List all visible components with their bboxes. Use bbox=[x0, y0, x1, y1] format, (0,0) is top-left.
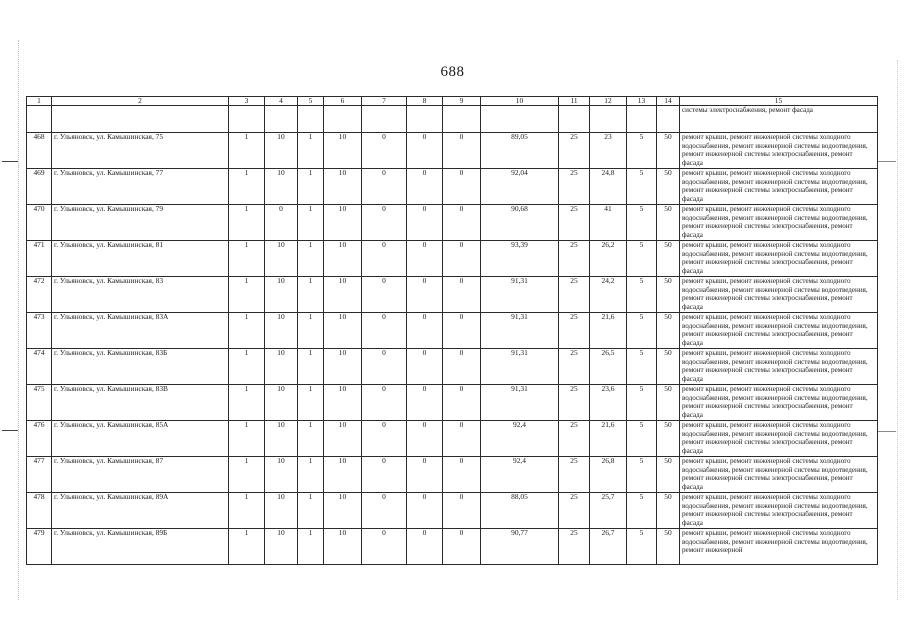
address-cell: г. Ульяновск, ул. Камышинская, 87 bbox=[52, 457, 229, 493]
value-cell: 0 bbox=[443, 241, 481, 277]
value-cell: 1 bbox=[229, 529, 265, 565]
value-cell: 0 bbox=[407, 205, 443, 241]
value-cell: 50 bbox=[657, 277, 680, 313]
value-cell: 0 bbox=[443, 313, 481, 349]
column-header: 14 bbox=[657, 97, 680, 106]
value-cell: 0 bbox=[443, 457, 481, 493]
value-cell: 10 bbox=[265, 529, 298, 565]
table-row bbox=[27, 241, 878, 277]
row-number: 468 bbox=[27, 133, 52, 169]
work-description-cell: ремонт крыши, ремонт инженерной системы холодного водоснабжения, ремонт инженерной системы водоотведения, ремонт инженерной системы электроснабжения, ремонт фасада bbox=[680, 349, 878, 385]
column-header: 7 bbox=[362, 97, 407, 106]
value-cell: 50 bbox=[657, 313, 680, 349]
value-cell: 10 bbox=[265, 385, 298, 421]
value-cell: 1 bbox=[298, 349, 324, 385]
column-header: 2 bbox=[52, 97, 229, 106]
value-cell: 1 bbox=[229, 277, 265, 313]
value-cell: 5 bbox=[627, 133, 657, 169]
value-cell: 50 bbox=[657, 205, 680, 241]
column-header: 8 bbox=[407, 97, 443, 106]
value-cell: 26,2 bbox=[590, 241, 627, 277]
value-cell: 5 bbox=[627, 457, 657, 493]
row-number: 476 bbox=[27, 421, 52, 457]
value-cell: 1 bbox=[229, 133, 265, 169]
row-number: 473 bbox=[27, 313, 52, 349]
scan-mark bbox=[2, 430, 18, 431]
value-cell: 0 bbox=[362, 277, 407, 313]
value-cell: 10 bbox=[265, 421, 298, 457]
value-cell: 10 bbox=[265, 457, 298, 493]
row-number: 472 bbox=[27, 277, 52, 313]
value-cell: 1 bbox=[229, 313, 265, 349]
value-cell: 50 bbox=[657, 133, 680, 169]
value-cell: 1 bbox=[298, 385, 324, 421]
value-cell: 92,04 bbox=[481, 169, 559, 205]
value-cell: 25 bbox=[559, 313, 590, 349]
value-cell: 0 bbox=[362, 241, 407, 277]
value-cell: 5 bbox=[627, 205, 657, 241]
value-cell: 25 bbox=[559, 493, 590, 529]
table-row bbox=[27, 313, 878, 349]
table-row bbox=[27, 385, 878, 421]
work-description-cell: ремонт крыши, ремонт инженерной системы холодного водоснабжения, ремонт инженерной системы водоотведения, ремонт инженерной системы электроснабжения, ремонт фасада bbox=[680, 457, 878, 493]
value-cell: 1 bbox=[298, 277, 324, 313]
value-cell: 21,6 bbox=[590, 313, 627, 349]
value-cell: 25,7 bbox=[590, 493, 627, 529]
value-cell: 26,7 bbox=[590, 529, 627, 565]
value-cell: 92,4 bbox=[481, 421, 559, 457]
value-cell: 25 bbox=[559, 205, 590, 241]
value-cell: 10 bbox=[265, 277, 298, 313]
value-cell: 0 bbox=[362, 457, 407, 493]
value-cell: 0 bbox=[362, 205, 407, 241]
value-cell: 10 bbox=[324, 169, 362, 205]
page-number: 688 bbox=[440, 64, 465, 80]
value-cell: 1 bbox=[229, 385, 265, 421]
value-cell: 21,6 bbox=[590, 421, 627, 457]
address-cell: г. Ульяновск, ул. Камышинская, 89Б bbox=[52, 529, 229, 565]
column-header: 9 bbox=[443, 97, 481, 106]
value-cell: 0 bbox=[407, 133, 443, 169]
value-cell: 10 bbox=[265, 493, 298, 529]
value-cell: 24,2 bbox=[590, 277, 627, 313]
value-cell: 0 bbox=[443, 385, 481, 421]
value-cell: 1 bbox=[229, 493, 265, 529]
value-cell: 0 bbox=[407, 457, 443, 493]
value-cell: 0 bbox=[443, 493, 481, 529]
value-cell: 1 bbox=[229, 349, 265, 385]
value-cell: 90,68 bbox=[481, 205, 559, 241]
address-cell: г. Ульяновск, ул. Камышинская, 85А bbox=[52, 421, 229, 457]
value-cell: 1 bbox=[298, 493, 324, 529]
value-cell: 10 bbox=[265, 133, 298, 169]
column-header: 10 bbox=[481, 97, 559, 106]
value-cell: 1 bbox=[298, 241, 324, 277]
column-header: 11 bbox=[559, 97, 590, 106]
column-header: 1 bbox=[27, 97, 52, 106]
value-cell: 1 bbox=[298, 133, 324, 169]
continuation-text: системы электроснабжения, ремонт фасада bbox=[680, 106, 878, 133]
value-cell: 26,8 bbox=[590, 457, 627, 493]
table-row bbox=[27, 277, 878, 313]
value-cell: 0 bbox=[407, 529, 443, 565]
value-cell: 26,5 bbox=[590, 349, 627, 385]
value-cell: 25 bbox=[559, 421, 590, 457]
row-number: 474 bbox=[27, 349, 52, 385]
value-cell: 5 bbox=[627, 349, 657, 385]
value-cell: 0 bbox=[362, 349, 407, 385]
value-cell: 10 bbox=[324, 493, 362, 529]
value-cell: 1 bbox=[298, 313, 324, 349]
value-cell: 89,05 bbox=[481, 133, 559, 169]
work-description-cell: ремонт крыши, ремонт инженерной системы холодного водоснабжения, ремонт инженерной системы водоотведения, ремонт инженерной системы электроснабжения, ремонт фасада bbox=[680, 169, 878, 205]
value-cell: 0 bbox=[265, 205, 298, 241]
value-cell: 5 bbox=[627, 421, 657, 457]
work-description-cell: ремонт крыши, ремонт инженерной системы холодного водоснабжения, ремонт инженерной системы водоотведения, ремонт инженерной bbox=[680, 529, 878, 565]
value-cell: 0 bbox=[407, 313, 443, 349]
repair-program-table bbox=[26, 96, 878, 565]
value-cell: 0 bbox=[407, 241, 443, 277]
value-cell: 23 bbox=[590, 133, 627, 169]
value-cell: 0 bbox=[443, 349, 481, 385]
value-cell: 50 bbox=[657, 457, 680, 493]
value-cell: 10 bbox=[324, 529, 362, 565]
value-cell: 10 bbox=[324, 349, 362, 385]
value-cell: 93,39 bbox=[481, 241, 559, 277]
value-cell: 91,31 bbox=[481, 385, 559, 421]
value-cell: 0 bbox=[362, 133, 407, 169]
value-cell: 25 bbox=[559, 385, 590, 421]
value-cell: 50 bbox=[657, 241, 680, 277]
value-cell: 50 bbox=[657, 529, 680, 565]
value-cell: 0 bbox=[443, 133, 481, 169]
column-header: 3 bbox=[229, 97, 265, 106]
value-cell: 1 bbox=[229, 421, 265, 457]
value-cell: 50 bbox=[657, 349, 680, 385]
value-cell: 0 bbox=[407, 493, 443, 529]
value-cell: 25 bbox=[559, 529, 590, 565]
value-cell: 0 bbox=[362, 313, 407, 349]
value-cell: 5 bbox=[627, 241, 657, 277]
value-cell: 5 bbox=[627, 385, 657, 421]
value-cell: 1 bbox=[229, 169, 265, 205]
column-header: 4 bbox=[265, 97, 298, 106]
value-cell: 0 bbox=[407, 277, 443, 313]
value-cell: 1 bbox=[229, 205, 265, 241]
column-header: 13 bbox=[627, 97, 657, 106]
value-cell: 50 bbox=[657, 493, 680, 529]
value-cell: 0 bbox=[362, 529, 407, 565]
value-cell: 1 bbox=[298, 529, 324, 565]
value-cell: 1 bbox=[229, 457, 265, 493]
value-cell: 5 bbox=[627, 277, 657, 313]
value-cell: 0 bbox=[362, 169, 407, 205]
value-cell: 25 bbox=[559, 241, 590, 277]
value-cell: 10 bbox=[265, 169, 298, 205]
row-number: 469 bbox=[27, 169, 52, 205]
address-cell: г. Ульяновск, ул. Камышинская, 83В bbox=[52, 385, 229, 421]
work-description-cell: ремонт крыши, ремонт инженерной системы холодного водоснабжения, ремонт инженерной системы водоотведения, ремонт инженерной системы электроснабжения, ремонт фасада bbox=[680, 493, 878, 529]
value-cell: 0 bbox=[362, 385, 407, 421]
value-cell: 25 bbox=[559, 349, 590, 385]
table-row bbox=[27, 349, 878, 385]
value-cell: 10 bbox=[324, 313, 362, 349]
address-cell: г. Ульяновск, ул. Камышинская, 83Б bbox=[52, 349, 229, 385]
value-cell: 10 bbox=[265, 313, 298, 349]
table-row bbox=[27, 205, 878, 241]
value-cell: 10 bbox=[324, 421, 362, 457]
value-cell: 1 bbox=[298, 457, 324, 493]
address-cell: г. Ульяновск, ул. Камышинская, 75 bbox=[52, 133, 229, 169]
work-description-cell: ремонт крыши, ремонт инженерной системы холодного водоснабжения, ремонт инженерной системы водоотведения, ремонт инженерной системы электроснабжения, ремонт фасада bbox=[680, 421, 878, 457]
value-cell: 50 bbox=[657, 385, 680, 421]
row-number: 477 bbox=[27, 457, 52, 493]
value-cell: 10 bbox=[324, 385, 362, 421]
value-cell: 10 bbox=[324, 205, 362, 241]
continuation-row bbox=[27, 106, 878, 133]
row-number: 471 bbox=[27, 241, 52, 277]
value-cell: 92,4 bbox=[481, 457, 559, 493]
value-cell: 1 bbox=[298, 169, 324, 205]
work-description-cell: ремонт крыши, ремонт инженерной системы холодного водоснабжения, ремонт инженерной системы водоотведения, ремонт инженерной системы электроснабжения, ремонт фасада bbox=[680, 133, 878, 169]
table-row bbox=[27, 133, 878, 169]
value-cell: 5 bbox=[627, 169, 657, 205]
value-cell: 0 bbox=[443, 205, 481, 241]
value-cell: 10 bbox=[265, 241, 298, 277]
address-cell: г. Ульяновск, ул. Камышинская, 77 bbox=[52, 169, 229, 205]
row-number: 478 bbox=[27, 493, 52, 529]
value-cell: 1 bbox=[298, 421, 324, 457]
value-cell: 91,31 bbox=[481, 349, 559, 385]
column-header: 6 bbox=[324, 97, 362, 106]
value-cell: 10 bbox=[324, 277, 362, 313]
column-header: 5 bbox=[298, 97, 324, 106]
value-cell: 1 bbox=[298, 205, 324, 241]
scan-edge-right bbox=[897, 60, 898, 600]
work-description-cell: ремонт крыши, ремонт инженерной системы холодного водоснабжения, ремонт инженерной системы водоотведения, ремонт инженерной системы электроснабжения, ремонт фасада bbox=[680, 385, 878, 421]
column-number-header bbox=[27, 97, 878, 106]
work-description-cell: ремонт крыши, ремонт инженерной системы холодного водоснабжения, ремонт инженерной системы водоотведения, ремонт инженерной системы электроснабжения, ремонт фасада bbox=[680, 277, 878, 313]
address-cell: г. Ульяновск, ул. Камышинская, 83А bbox=[52, 313, 229, 349]
address-cell: г. Ульяновск, ул. Камышинская, 79 bbox=[52, 205, 229, 241]
work-description-cell: ремонт крыши, ремонт инженерной системы холодного водоснабжения, ремонт инженерной системы водоотведения, ремонт инженерной системы электроснабжения, ремонт фасада bbox=[680, 205, 878, 241]
value-cell: 50 bbox=[657, 421, 680, 457]
value-cell: 25 bbox=[559, 457, 590, 493]
value-cell: 90,77 bbox=[481, 529, 559, 565]
row-number: 470 bbox=[27, 205, 52, 241]
scan-mark bbox=[878, 161, 896, 162]
value-cell: 50 bbox=[657, 169, 680, 205]
table-row bbox=[27, 457, 878, 493]
scan-mark bbox=[878, 431, 896, 432]
value-cell: 0 bbox=[362, 421, 407, 457]
address-cell: г. Ульяновск, ул. Камышинская, 81 bbox=[52, 241, 229, 277]
value-cell: 91,31 bbox=[481, 277, 559, 313]
table-row bbox=[27, 529, 878, 565]
value-cell: 25 bbox=[559, 277, 590, 313]
value-cell: 1 bbox=[229, 241, 265, 277]
work-description-cell: ремонт крыши, ремонт инженерной системы холодного водоснабжения, ремонт инженерной системы водоотведения, ремонт инженерной системы электроснабжения, ремонт фасада bbox=[680, 241, 878, 277]
value-cell: 0 bbox=[443, 529, 481, 565]
value-cell: 10 bbox=[324, 133, 362, 169]
value-cell: 0 bbox=[443, 277, 481, 313]
value-cell: 10 bbox=[324, 241, 362, 277]
value-cell: 23,6 bbox=[590, 385, 627, 421]
column-header: 15 bbox=[680, 97, 878, 106]
value-cell: 5 bbox=[627, 493, 657, 529]
value-cell: 0 bbox=[407, 169, 443, 205]
value-cell: 41 bbox=[590, 205, 627, 241]
address-cell: г. Ульяновск, ул. Камышинская, 83 bbox=[52, 277, 229, 313]
value-cell: 88,05 bbox=[481, 493, 559, 529]
scan-edge-left bbox=[18, 40, 19, 600]
table-row bbox=[27, 169, 878, 205]
column-header: 12 bbox=[590, 97, 627, 106]
row-number: 475 bbox=[27, 385, 52, 421]
value-cell: 25 bbox=[559, 169, 590, 205]
value-cell: 0 bbox=[362, 493, 407, 529]
scan-mark bbox=[2, 161, 18, 162]
value-cell: 5 bbox=[627, 313, 657, 349]
value-cell: 24,8 bbox=[590, 169, 627, 205]
value-cell: 91,31 bbox=[481, 313, 559, 349]
value-cell: 25 bbox=[559, 133, 590, 169]
table-row bbox=[27, 421, 878, 457]
value-cell: 10 bbox=[324, 457, 362, 493]
value-cell: 0 bbox=[443, 169, 481, 205]
address-cell: г. Ульяновск, ул. Камышинская, 89А bbox=[52, 493, 229, 529]
table-row bbox=[27, 493, 878, 529]
value-cell: 10 bbox=[265, 349, 298, 385]
value-cell: 5 bbox=[627, 529, 657, 565]
value-cell: 0 bbox=[407, 385, 443, 421]
work-description-cell: ремонт крыши, ремонт инженерной системы холодного водоснабжения, ремонт инженерной системы водоотведения, ремонт инженерной системы электроснабжения, ремонт фасада bbox=[680, 313, 878, 349]
value-cell: 0 bbox=[407, 349, 443, 385]
value-cell: 0 bbox=[407, 421, 443, 457]
value-cell: 0 bbox=[443, 421, 481, 457]
row-number: 479 bbox=[27, 529, 52, 565]
